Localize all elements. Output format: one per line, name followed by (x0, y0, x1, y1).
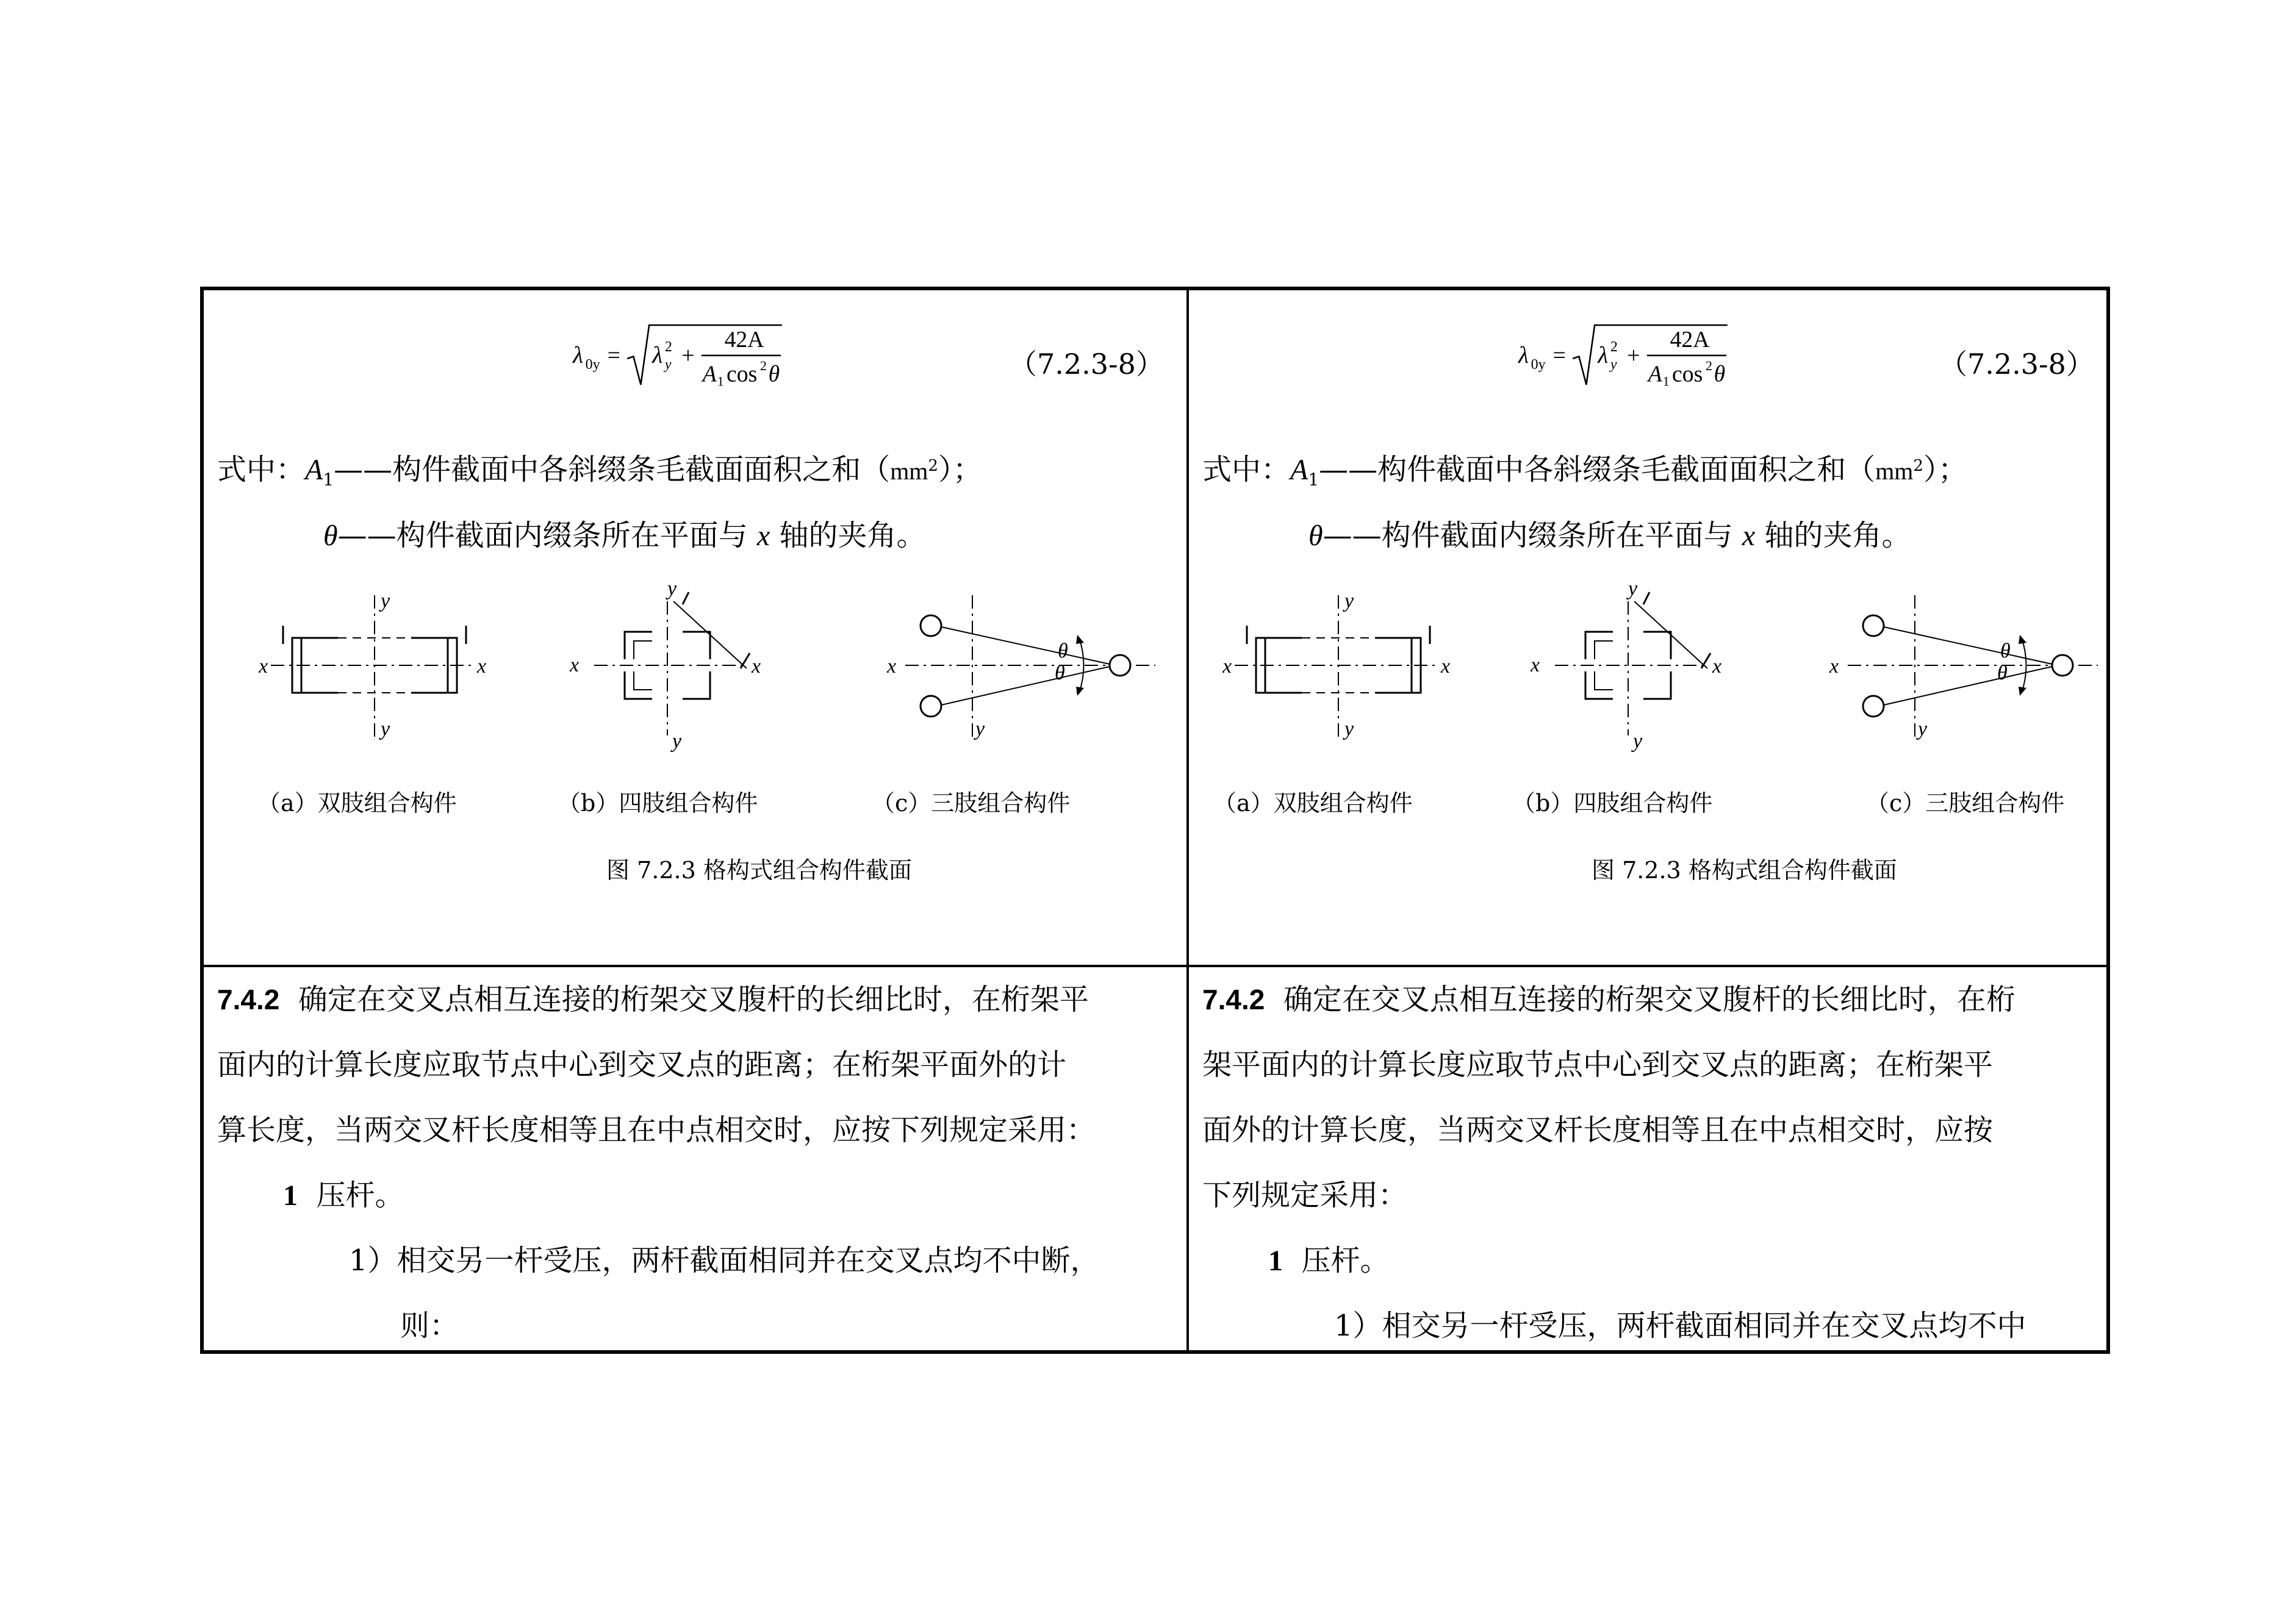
svg-text:2: 2 (1610, 339, 1618, 355)
svg-text:0y: 0y (585, 357, 600, 373)
svg-text:x: x (1441, 655, 1451, 678)
sub-item-1-right: 1）相交另一杆受压，两杆截面相同并在交叉点均不中 (1334, 1309, 2026, 1343)
figure-title-right: 图 7.2.3 格构式组合构件截面 (1592, 857, 1897, 884)
figure-title: 图 7.2.3 格构式组合构件截面 (606, 857, 912, 884)
comparison-table (200, 287, 2110, 1354)
clause-line-1-right: 确定在交叉点相互连接的桁架交叉腹杆的长细比时，在桁 (1283, 982, 2015, 1017)
a1-description-right: ——构件截面中各斜缀条毛截面面积之和（ (1319, 453, 1876, 487)
formula-numerator: 42A (724, 327, 764, 353)
svg-text:2: 2 (1705, 357, 1712, 373)
clause-number: 7.4.2 (217, 984, 280, 1015)
clause-line-3: 算长度，当两交叉杆长度相等且在中点相交时，应按下列规定采用： (217, 1113, 1096, 1147)
a1-unit-right: mm (1875, 457, 1914, 485)
caption-b-right: （b）四肢组合构件 (1512, 790, 1713, 817)
svg-text:y: y (1633, 730, 1643, 753)
caption-b: （b）四肢组合构件 (558, 790, 758, 817)
theta-description: ——构件截面内缀条所在平面与 (337, 518, 748, 553)
definition-lead-right: 式中： (1202, 453, 1291, 487)
theta-end-right: 轴的夹角。 (1764, 518, 1911, 553)
cell-bottom-left (204, 967, 1189, 1350)
svg-text:θ: θ (1997, 662, 2008, 684)
svg-text:cos: cos (1672, 361, 1703, 387)
svg-text:1: 1 (717, 373, 724, 388)
a1-close-right: ）； (1923, 453, 1967, 487)
svg-text:2: 2 (759, 357, 767, 373)
svg-text:x: x (887, 655, 897, 678)
a1-close: ）； (938, 453, 982, 487)
clause-7-4-2-left (217, 967, 1176, 1350)
caption-c: （c）三肢组合构件 (872, 790, 1071, 817)
clause-line-4-right: 下列规定采用： (1202, 1178, 1408, 1212)
svg-text:x: x (1531, 654, 1540, 676)
svg-text:y: y (1918, 718, 1928, 740)
caption-c-right: （c）三肢组合构件 (1866, 790, 2065, 817)
item-1-text: 压杆。 (316, 1178, 404, 1212)
figure-a-two-limb (259, 589, 515, 754)
clause-line-3-right: 面外的计算长度，当两交叉杆长度相等且在中点相交时，应按 (1202, 1113, 1994, 1147)
svg-text:x: x (1222, 655, 1232, 678)
theta-end: 轴的夹角。 (779, 518, 926, 553)
theta-description-right: ——构件截面内缀条所在平面与 (1323, 518, 1733, 553)
svg-text:0y: 0y (1531, 357, 1546, 373)
definition-theta: θ——构件截面内缀条所在平面与 x 轴的夹角。 (323, 518, 926, 553)
svg-text:y: y (1344, 718, 1354, 740)
svg-text:A: A (702, 361, 717, 387)
formula-number-right: （7.2.3-8） (1939, 348, 2094, 381)
svg-text:x: x (752, 655, 761, 678)
svg-text:x: x (1712, 655, 1722, 678)
svg-text:1: 1 (1662, 373, 1670, 388)
svg-text:y: y (672, 730, 682, 753)
clause-number-right: 7.4.2 (1202, 984, 1265, 1015)
svg-text:λ: λ (1518, 341, 1529, 368)
formula-7-2-3-8-right (1500, 315, 1756, 388)
item-1-number: 1 (283, 1179, 298, 1212)
clause-line-1: 确定在交叉点相互连接的桁架交叉腹杆的长细比时，在桁架平 (298, 982, 1089, 1017)
item-1-text-right: 压杆。 (1301, 1243, 1390, 1278)
svg-text:y: y (381, 718, 390, 740)
svg-text:λ: λ (1598, 341, 1609, 368)
clause-line-2: 面内的计算长度应取节点中心到交叉点的距离；在桁架平面外的计 (217, 1048, 1067, 1082)
svg-text:+: + (681, 342, 695, 368)
svg-text:y: y (1344, 590, 1354, 612)
svg-text:λ: λ (652, 341, 663, 368)
svg-text:=: = (1552, 342, 1566, 368)
a1-unit: mm (890, 457, 928, 485)
formula-number: （7.2.3-8） (1009, 348, 1164, 381)
cell-bottom-right (1189, 967, 2106, 1350)
svg-text:θ: θ (1714, 361, 1726, 387)
svg-text:+: + (1627, 342, 1640, 368)
svg-text:θ: θ (2000, 640, 2011, 662)
figure-c-three-limb (881, 589, 1168, 754)
svg-text:θ: θ (1055, 662, 1065, 684)
caption-a: （a）双肢组合构件 (257, 790, 457, 817)
clause-7-4-2-right (1202, 967, 2095, 1350)
svg-text:x: x (259, 655, 268, 678)
definition-theta-right: θ——构件截面内缀条所在平面与 x 轴的夹角。 (1308, 518, 1911, 553)
svg-text:y: y (667, 578, 677, 600)
a1-description: ——构件截面中各斜缀条毛截面面积之和（ (334, 453, 891, 487)
svg-text:x: x (477, 655, 487, 678)
sub-item-1-continued: 则： (400, 1309, 459, 1343)
formula-7-2-3-8 (555, 315, 811, 388)
theta-axis: x (756, 520, 770, 552)
figure-b-four-limb-right (1524, 577, 1768, 754)
svg-text:λ: λ (573, 341, 584, 368)
definition-lead: 式中： (217, 453, 306, 487)
svg-text:y: y (664, 357, 672, 373)
svg-text:y: y (975, 718, 985, 740)
svg-text:θ: θ (1058, 640, 1068, 662)
definition-a1: 式中：$A_1——$构件截面中各斜缀条毛截面面积之和$(mm^2)$； (217, 453, 982, 490)
svg-text:θ: θ (768, 361, 780, 387)
cell-top-right (1189, 290, 2106, 967)
item-1-number-right: 1 (1268, 1245, 1283, 1277)
figure-b-four-limb (564, 577, 808, 754)
svg-text:x: x (570, 654, 580, 676)
formula-numerator-right: 42A (1670, 327, 1710, 353)
svg-text:cos: cos (727, 361, 758, 387)
svg-text:y: y (381, 590, 390, 612)
theta-axis-right: x (1742, 520, 1756, 552)
clause-line-2-right: 架平面内的计算长度应取节点中心到交叉点的距离；在桁架平 (1202, 1048, 1994, 1082)
definition-a1-right: 式中：$A_1——$构件截面中各斜缀条毛截面面积之和$(mm^2)$； (1202, 453, 1967, 490)
svg-text:y: y (1610, 357, 1617, 373)
caption-a-right: （a）双肢组合构件 (1213, 790, 1413, 817)
figure-c-three-limb-right (1823, 589, 2104, 754)
svg-text:2: 2 (664, 339, 672, 355)
figure-a-two-limb-right (1222, 589, 1479, 754)
svg-text:A: A (1648, 361, 1662, 387)
svg-text:x: x (1829, 655, 1839, 678)
sub-item-1: 1）相交另一杆受压，两杆截面相同并在交叉点均不中断， (349, 1243, 1100, 1278)
svg-text:=: = (607, 342, 620, 368)
svg-text:y: y (1628, 578, 1638, 600)
cell-top-left (204, 290, 1189, 967)
